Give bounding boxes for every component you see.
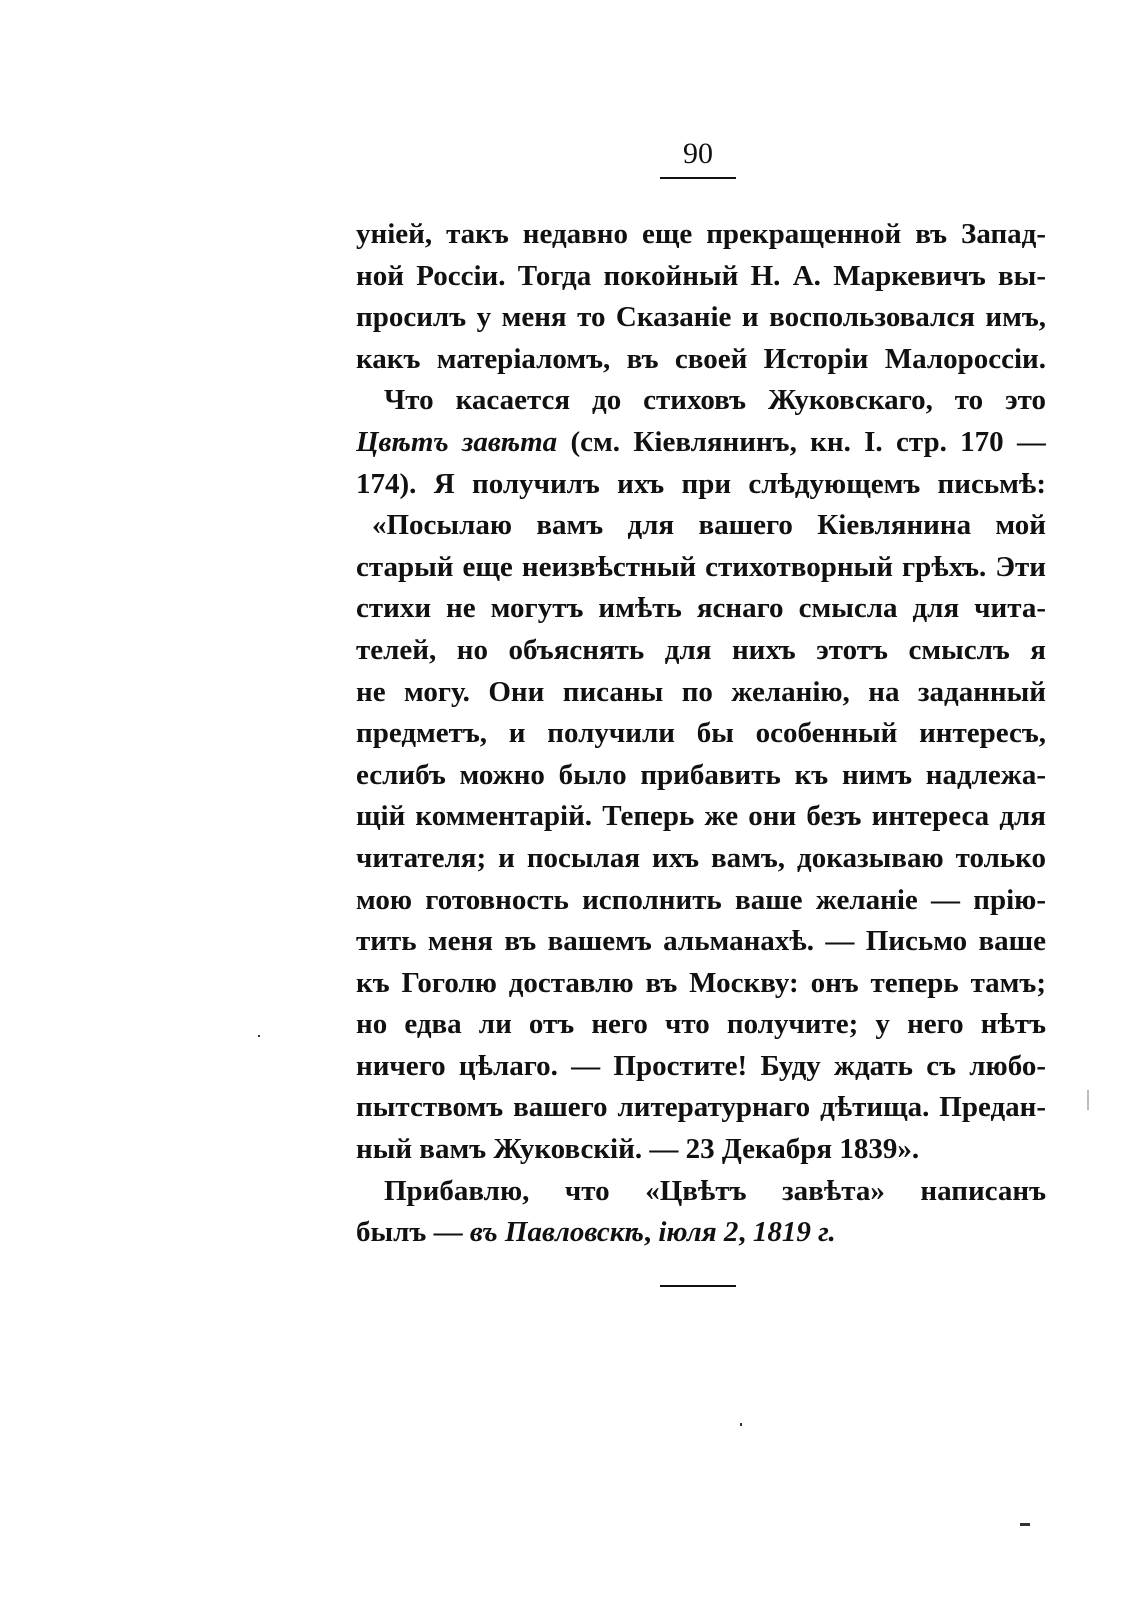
letter-line: щій комментарій. Теперь же они безъ интереса для xyxy=(356,800,1046,833)
place-italic: въ Павловскѣ xyxy=(469,1216,644,1249)
body-line: Прибавлю, что «Цвѣтъ завѣта» написанъ xyxy=(384,1174,1046,1207)
letter-line: тить меня въ вашемъ альманахѣ. — Письмо ваше xyxy=(356,925,1046,958)
comma: , xyxy=(643,1216,659,1249)
page-body xyxy=(356,214,1046,1254)
page-number: 90 xyxy=(683,137,713,170)
poem-title-italic: Цвѣтъ завѣта xyxy=(356,425,558,458)
body-line: Что касается до стиховъ Жуковскаго, то это xyxy=(384,384,1046,417)
scan-speck xyxy=(740,1423,742,1426)
page-number-rule xyxy=(660,177,736,179)
letter-line: ничего цѣлаго. — Простите! Буду ждать съ любо- xyxy=(356,1049,1046,1082)
letter-line: ный вамъ Жуковскій. — 23 Декабря 1839». xyxy=(356,1133,920,1166)
body-line: просилъ у меня то Сказаніе и воспользовался имъ, xyxy=(356,301,1046,334)
letter-line: читателя; и посылая ихъ вамъ, доказываю только xyxy=(356,841,1046,874)
date-italic: іюля 2 xyxy=(658,1216,739,1249)
letter-line: «Посылаю вамъ для вашего Кіевлянина мой xyxy=(372,509,1046,542)
letter-line: стихи не могутъ имѣть яснаго смысла для чита- xyxy=(356,592,1046,625)
body-line: какъ матеріаломъ, въ своей Исторіи Малороссіи. xyxy=(356,342,1046,375)
citation-text: (см. Кіевлянинъ, кн. I. стр. 170 — xyxy=(557,425,1046,458)
scan-speck xyxy=(1087,1090,1089,1110)
letter-line: не могу. Они писаны по желанію, на заданный xyxy=(356,675,1046,708)
body-line: 174). Я получилъ ихъ при слѣдующемъ письмѣ: xyxy=(356,467,1046,500)
body-line-mixed xyxy=(356,422,1046,464)
letter-line: къ Гоголю доставлю въ Москву: онъ теперь тамъ; xyxy=(356,966,1046,999)
comma: , xyxy=(738,1216,753,1249)
letter-line: старый еще неизвѣстный стихотворный грѣхъ. Эти xyxy=(356,550,1046,583)
body-line: уніей, такъ недавно еще прекращенной въ Запад- xyxy=(356,218,1046,250)
letter-line: но едва ли отъ него что получите; у него нѣтъ xyxy=(356,1008,1046,1041)
letter-line: предметъ, и получили бы особенный интересъ, xyxy=(356,717,1046,750)
body-text: былъ — xyxy=(356,1216,470,1249)
scan-speck xyxy=(1020,1523,1030,1526)
letter-line: пытствомъ вашего литературнаго дѣтища. Предан- xyxy=(356,1091,1046,1124)
letter-line: телей, но объяснять для нихъ этотъ смыслъ я xyxy=(356,633,1046,666)
body-line-mixed xyxy=(356,1212,1046,1254)
scan-speck xyxy=(258,1035,260,1037)
body-line: ной Россіи. Тогда покойный Н. А. Маркевичъ вы- xyxy=(356,259,1046,292)
letter-line: еслибъ можно было прибавить къ нимъ надлежа- xyxy=(356,758,1046,791)
section-end-rule xyxy=(660,1285,736,1287)
year-italic: 1819 г. xyxy=(752,1216,836,1249)
letter-line: мою готовность исполнить ваше желаніе — прію- xyxy=(356,883,1046,916)
